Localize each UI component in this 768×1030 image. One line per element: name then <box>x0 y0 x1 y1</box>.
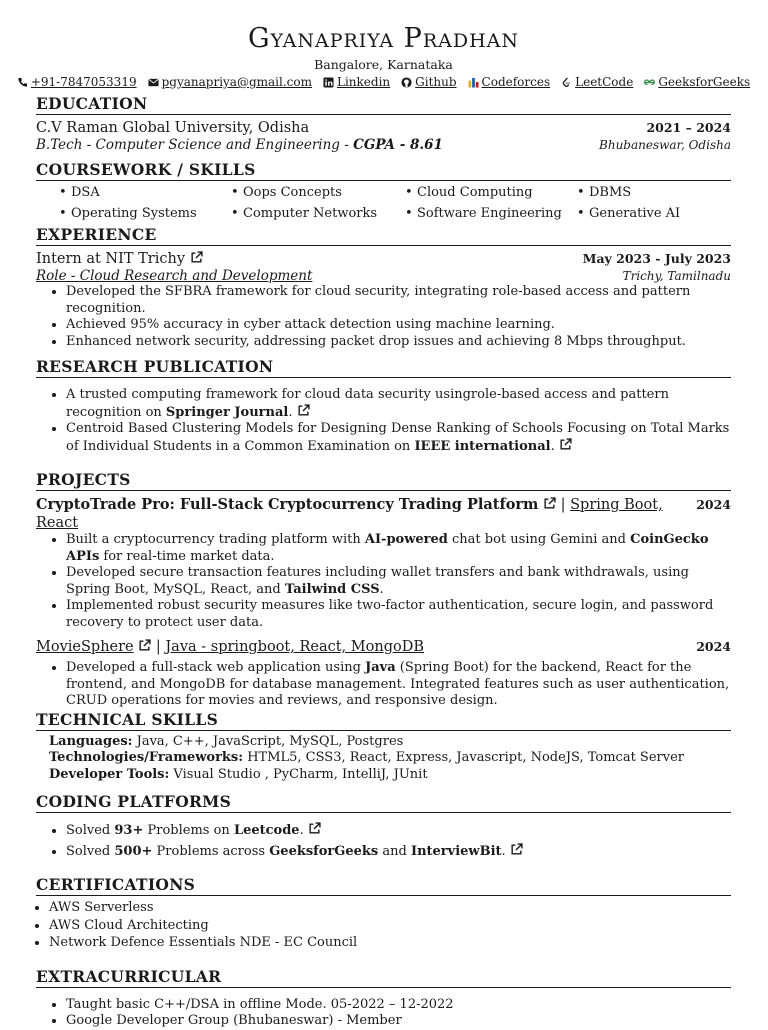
coursework-item: • DSA <box>59 185 231 202</box>
project-year: 2024 <box>696 497 731 512</box>
linkedin-link[interactable]: Linkedin <box>337 75 391 89</box>
envelope-icon <box>148 77 159 88</box>
text: (Spring Boot) for the backend, React for the frontend, and MongoDB for database management. Integrated features such as user authentication, CRUD operations for movies and reviews, and responsive design. <box>66 660 730 708</box>
list-item <box>66 660 731 710</box>
text: Solved <box>66 843 115 859</box>
location: Bangalore, Karnataka <box>314 57 453 72</box>
experience-bullets <box>36 284 731 350</box>
emph: 93+ <box>114 823 144 838</box>
external-link-icon[interactable] <box>308 822 321 835</box>
skill-value: Visual Studio , PyCharm, IntelliJ, JUnit <box>169 766 428 782</box>
contact-phone[interactable] <box>17 74 137 90</box>
coursework-item: • Oops Concepts <box>231 185 405 202</box>
external-link-icon[interactable] <box>559 438 572 451</box>
coursework-grid <box>36 185 731 223</box>
list-item <box>66 843 731 861</box>
coursework-item: • DBMS <box>577 185 717 202</box>
research-heading: RESEARCH PUBLICATION <box>36 357 731 378</box>
linkedin-icon <box>323 77 334 88</box>
coursework-item: • Operating Systems <box>59 206 231 223</box>
project-bullets <box>36 532 731 631</box>
external-link-icon[interactable] <box>510 843 523 856</box>
emph: Java <box>365 660 396 675</box>
email-link[interactable]: pgyanapriya@gmail.com <box>161 75 312 89</box>
experience-heading: EXPERIENCE <box>36 225 731 246</box>
contact-bar <box>30 74 751 90</box>
project-tech[interactable]: Spring Boot, React <box>36 497 663 531</box>
project-row <box>36 638 731 656</box>
list-item: • Developed the SFBRA framework for cloud security, integrating role-based access and pattern recognition. <box>66 284 731 317</box>
codeforces-link[interactable]: Codeforces <box>481 75 551 89</box>
contact-linkedin[interactable] <box>323 74 390 90</box>
pub-text: A trusted computing framework for cloud data security usingrole-based access and pattern recognition on <box>66 387 669 420</box>
text: Built a cryptocurrency trading platform with <box>66 532 365 547</box>
experience-row <box>36 250 731 268</box>
certifications-heading: CERTIFICATIONS <box>36 875 731 896</box>
project-title[interactable]: MovieSphere <box>36 639 134 655</box>
experience-title: Intern at NIT Trichy <box>36 250 186 267</box>
text: for real-time market data. <box>99 548 275 564</box>
projects-heading: PROJECTS <box>36 470 731 491</box>
list-item: • Google Developer Group (Bhubaneswar) - Member <box>66 1013 731 1030</box>
list-item: • AWS Cloud Architecting <box>49 918 731 935</box>
list-item <box>66 387 731 421</box>
list-item: • Achieved 95% accuracy in cyber attack detection using machine learning. <box>66 317 731 334</box>
phone-icon <box>17 77 28 88</box>
contact-codeforces[interactable] <box>468 74 551 90</box>
text: . <box>299 823 304 838</box>
skill-label: Technologies/Frameworks: <box>49 750 244 765</box>
coursework-item: • Generative AI <box>577 206 717 223</box>
extracurricular-list <box>36 997 731 1030</box>
degree <box>36 137 443 154</box>
project-year: 2024 <box>696 639 731 654</box>
extracurricular-heading: EXTRACURRICULAR <box>36 967 731 988</box>
emph: Leetcode <box>233 823 300 838</box>
research-list <box>36 387 731 455</box>
pub-text: Centroid Based Clustering Models for Designing Dense Ranking of Schools Focusing on Total Marks of Individual Students in a Common Examination on <box>66 421 730 454</box>
list-item: • Taught basic C++/DSA in offline Mode. 05-2022 – 12-2022 <box>66 997 731 1014</box>
education-place: Bhubaneswar, Odisha <box>599 138 731 152</box>
leetcode-icon <box>561 77 572 88</box>
pub-end: . <box>550 438 555 454</box>
project-title-group <box>36 638 424 656</box>
list-item: • Network Defence Essentials NDE - EC Council <box>49 935 731 952</box>
project-row <box>36 496 731 532</box>
list-item: • AWS Serverless <box>49 900 731 917</box>
experience-dates: May 2023 - July 2023 <box>582 250 731 266</box>
text: . <box>379 581 384 597</box>
coursework-item: • Cloud Computing <box>405 185 577 202</box>
bar-chart-icon <box>468 77 479 88</box>
skill-label: Languages: <box>49 733 133 749</box>
degree-text: B.Tech - Computer Science and Engineering - <box>36 137 354 153</box>
certifications-list <box>36 900 731 952</box>
text: Solved <box>66 823 115 838</box>
education-heading: EDUCATION <box>36 94 731 115</box>
project-title: CryptoTrade Pro: Full-Stack Cryptocurrency Trading Platform <box>36 496 539 513</box>
emph: 500+ <box>114 843 153 859</box>
resume-page <box>30 22 751 1030</box>
emph: Tailwind CSS <box>284 581 380 597</box>
external-link-icon[interactable] <box>543 497 556 510</box>
contact-gfg[interactable] <box>644 74 750 90</box>
emph: InterviewBit <box>410 843 502 859</box>
skill-label: Developer Tools: <box>49 766 170 782</box>
education-detail-row <box>36 137 731 154</box>
text: . <box>501 843 506 859</box>
emph: GeeksforGeeks <box>269 843 379 859</box>
gfg-link[interactable]: GeeksforGeeks <box>658 75 751 89</box>
technical-skills-heading: TECHNICAL SKILLS <box>36 710 731 731</box>
text: chat bot using Gemini and <box>447 532 631 547</box>
text: and <box>378 843 411 859</box>
contact-github[interactable] <box>401 74 456 90</box>
skill-value: Java, C++, JavaScript, MySQL, Postgres <box>132 733 404 749</box>
emph: AI-powered <box>364 532 448 547</box>
education-dates: 2021 – 2024 <box>646 120 731 135</box>
text: Developed secure transaction features including wallet transfers and bank withdrawals, using Spring Boot, MySQL, React, and <box>66 565 689 597</box>
list-item <box>66 565 731 598</box>
project-separator: | <box>155 639 161 655</box>
list-item <box>66 421 731 455</box>
project-separator: | <box>560 497 566 513</box>
external-link-icon[interactable] <box>297 404 310 417</box>
coding-heading: CODING PLATFORMS <box>36 792 731 813</box>
leetcode-link[interactable]: LeetCode <box>575 75 634 89</box>
project-tech[interactable]: Java - springboot, React, MongoDB <box>165 639 424 655</box>
github-icon <box>401 77 412 88</box>
list-item <box>66 532 731 565</box>
skills-block <box>36 734 731 784</box>
skill-row <box>49 750 731 767</box>
external-link-icon[interactable] <box>138 639 151 652</box>
list-item <box>66 822 731 840</box>
contact-leetcode[interactable] <box>561 74 633 90</box>
list-item: • Enhanced network security, addressing packet drop issues and achieving 8 Mbps throughput. <box>66 334 731 351</box>
emph: CoinGecko APIs <box>66 532 709 564</box>
experience-role-row <box>36 268 731 285</box>
github-link[interactable]: Github <box>415 75 457 89</box>
education-row <box>36 119 731 137</box>
text: Problems across <box>152 843 270 859</box>
pub-venue: Springer Journal <box>165 404 289 420</box>
candidate-name: Gyanapriya Pradhan <box>247 23 519 54</box>
pub-end: . <box>288 404 293 420</box>
project-bullets <box>36 660 731 710</box>
contact-email[interactable] <box>148 74 312 90</box>
experience-role[interactable]: Role - Cloud Research and Development <box>36 267 313 284</box>
experience-title-group <box>36 250 203 268</box>
skill-row <box>49 767 731 784</box>
school-name: C.V Raman Global University, Odisha <box>36 120 310 136</box>
external-link-icon[interactable] <box>190 251 203 264</box>
text: Problems on <box>143 823 234 838</box>
skill-row <box>49 734 731 751</box>
project-title-group <box>36 496 696 532</box>
skill-value: HTML5, CSS3, React, Express, Javascript, NodeJS, Tomcat Server <box>243 750 685 765</box>
coursework-item: • Software Engineering <box>405 206 577 223</box>
text: Developed a full-stack web application using <box>66 660 366 675</box>
coursework-heading: COURSEWORK / SKILLS <box>36 160 731 181</box>
coding-list <box>36 822 731 860</box>
pub-venue: IEEE international <box>414 438 551 454</box>
phone-link[interactable]: +91-7847053319 <box>30 75 137 89</box>
list-item: • Implemented robust security measures like two-factor authentication, secure login, and password recovery to protect user data. <box>66 598 731 631</box>
gfg-icon <box>644 77 655 88</box>
cgpa: CGPA - 8.61 <box>353 137 443 153</box>
coursework-item: • Computer Networks <box>231 206 405 223</box>
experience-place: Trichy, Tamilnadu <box>622 268 731 283</box>
